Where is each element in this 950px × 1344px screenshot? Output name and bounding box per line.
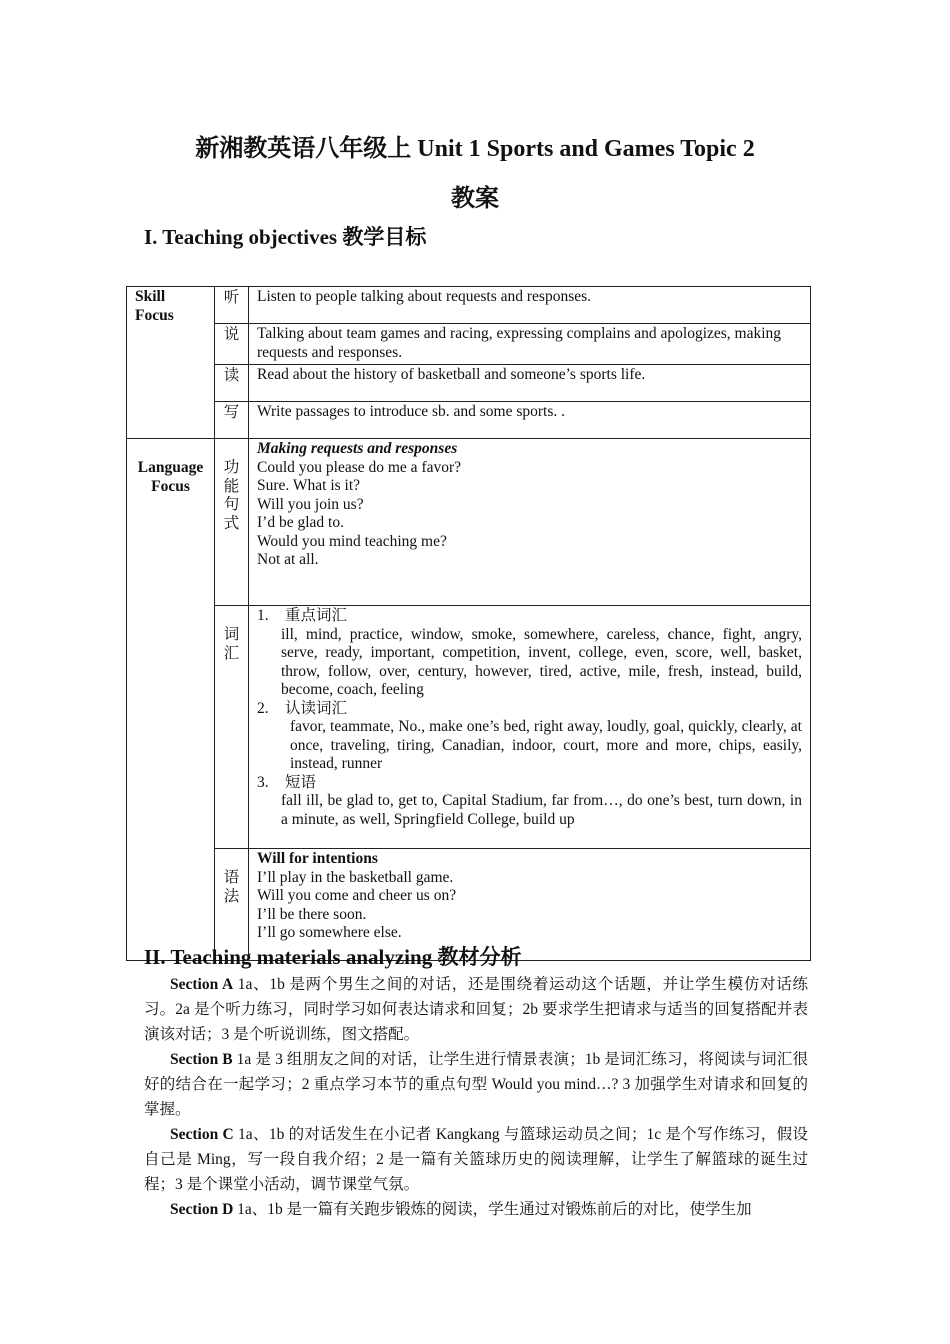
language-focus-label [127,439,215,961]
speak-label: 说 [215,324,249,365]
paragraph-text: 1a、1b 的对话发生在小记者 Kangkang 与篮球运动员之间；1c 是个写作练习，假设自己是 Ming，写一段自我介绍；2 是一篇有关篮球历史的阅读理解，让学生了解篮球的诞生过程；3 是个课堂小活动，调节课堂气氛。 [144,1126,808,1193]
listen-label: 听 [215,287,249,324]
grammar-line: Will you come and cheer us on? [257,887,457,904]
write-label: 写 [215,402,249,439]
grammar-heading: Will for intentions [257,850,378,867]
paragraph-section-b [144,1047,808,1122]
function-line: Sure. What is it? [257,477,361,494]
paragraph-text: 1a、1b 是两个男生之间的对话，还是围绕着运动这个话题，并让学生模仿对话练习。2a 是个听力练习，同时学习如何表达请求和回复；2b 要求学生把请求与适当的回复搭配并表演该对话；3 是个听说训练，图文搭配。 [144,976,808,1043]
paragraph-label: Section C [170,1126,234,1143]
paragraph-text: 1a 是 3 组朋友之间的对话，让学生进行情景表演；1b 是词汇练习，将阅读与词汇很好的结合在一起学习；2 重点学习本节的重点句型 Would you mind…? 3 加强学生对请求和回复的掌握。 [144,1051,808,1118]
vocab-content [249,606,811,849]
paragraph-label: Section B [170,1051,233,1068]
table-row-speak [127,324,811,365]
table-row-write [127,402,811,439]
vocab-item-body: ill, mind, practice, window, smoke, somewhere, careless, chance, fight, angry, serve, ready, important, competition, invent, college, even, score, well, basket, throw, follow, over, century, however, tired, active, mile, fresh, instead, build, become, coach, feeling [281,625,802,698]
function-label [215,439,249,606]
section-heading-materials: II. Teaching materials analyzing 教材分析 [144,945,522,969]
vocab-item-number: 3. [257,773,269,791]
write-text: Write passages to introduce sb. and some sports. . [249,402,811,439]
skill-focus-label: Skill Focus [127,287,215,439]
function-content [249,439,811,606]
vocab-item-body: fall ill, be glad to, get to, Capital Stadium, far from…, do one’s best, turn down, in a minute, as well, Springfield College, build up [281,792,802,828]
grammar-line: I’ll go somewhere else. [257,924,402,941]
paragraph-section-a [144,972,808,1047]
speak-text: Talking about team games and racing, expressing complains and apologizes, making requests and responses. [249,324,811,365]
vocab-item-title: 认读词汇 [285,699,348,717]
function-line: Could you please do me a favor? [257,458,462,476]
document-title-line2: 教案 [451,186,499,212]
language-focus-label-2: Focus [151,477,190,495]
grammar-label-char: 语 [223,869,240,886]
grammar-line: I’ll be there soon. [257,905,367,923]
function-label-char: 功 [223,459,240,476]
vocab-item [257,607,802,700]
read-text: Read about the history of basketball and someone’s sports life. [249,365,811,402]
vocab-item-title: 短语 [285,773,317,791]
function-line: Not at all. [257,551,319,568]
grammar-label-char: 法 [223,887,240,905]
vocab-item-number: 2. [257,699,269,717]
listen-text: Listen to people talking about requests and responses. [249,287,811,324]
function-heading: Making requests and responses [257,440,458,457]
table-row-function [127,439,811,606]
paragraph-label: Section A [170,976,234,993]
vocab-label [215,606,249,849]
table-row-vocab [127,606,811,849]
vocab-item-body: favor, teammate, No., make one’s bed, right away, loudly, goal, quickly, clearly, at once, traveling, tiring, Canadian, indoor, court, more and more, chips, easily, instead, runner [290,718,802,772]
document-title-line1: 新湘教英语八年级上 Unit 1 Sports and Games Topic 2 [195,136,755,162]
function-label-char: 句 [223,496,240,513]
section-heading-objectives: I. Teaching objectives 教学目标 [144,225,427,249]
vocab-item-title: 重点词汇 [285,607,348,624]
function-label-char: 式 [223,514,240,532]
vocab-item [257,700,802,774]
paragraph-section-c [144,1122,808,1197]
table-row-read [127,365,811,402]
language-focus-label-1: Language [137,459,204,476]
vocab-label-char: 词 [223,626,240,643]
vocab-item-number: 1. [257,607,269,624]
objectives-table [126,286,811,961]
paragraph-text: 1a、1b 是一篇有关跑步锻炼的阅读，学生通过对锻炼前后的对比，使学生加 [233,1201,752,1218]
paragraph-label: Section D [170,1201,234,1218]
function-line: Would you mind teaching me? [257,532,447,550]
table-row-listen [127,287,811,324]
grammar-line: I’ll play in the basketball game. [257,868,454,886]
vocab-item [257,774,802,830]
read-label: 读 [215,365,249,402]
vocab-label-char: 汇 [223,644,240,662]
function-label-char: 能 [223,477,240,495]
function-line: I’d be glad to. [257,514,344,531]
paragraph-section-d [144,1197,808,1222]
function-line: Will you join us? [257,495,364,513]
